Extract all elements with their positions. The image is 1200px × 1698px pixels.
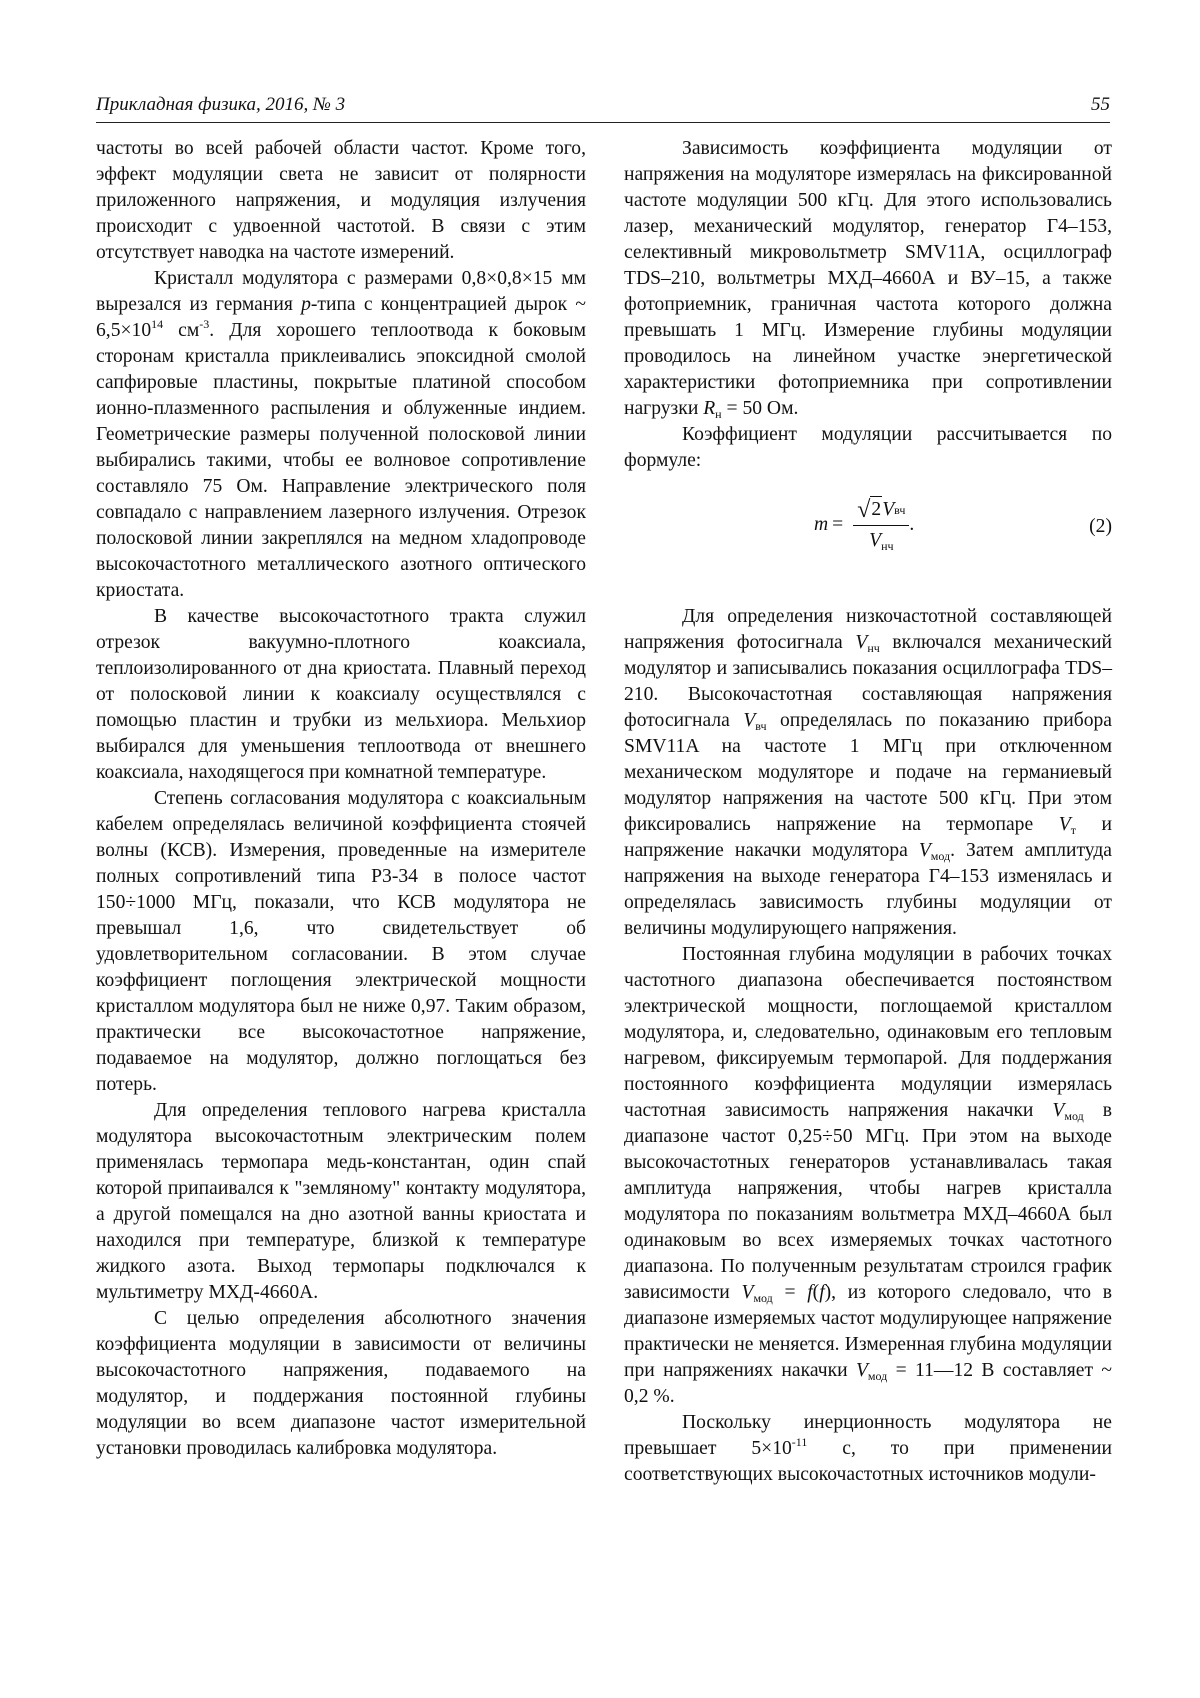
denominator: $V_{нч}$ [869, 530, 894, 553]
paragraph: Для определения теплового нагрева кристалла модулятора высокочастотным электрическим полем применялась термопара медь-константан, один спай которой припаивался к "земляному" контакту модулятора, а другой помещался на дно азотной ванны криостата и находился при температуре, близкой к температуре жидкого азота. Выход термопары подключался к мультиметру МХД-4660А. [96, 1100, 586, 1303]
formula: m = √ 2 V вч $V_{нч}$ . [814, 496, 915, 553]
numerator: √ 2 V вч [853, 496, 909, 526]
left-column [96, 136, 586, 1462]
paragraph: Степень согласования модулятора с коаксиальным кабелем определялась величиной коэффициента стоячей волны (КСВ). Измерения, проведенные на измерителе полных сопротивлений типа Р3-34 в полосе частот 150÷1000 МГц, показали, что КСВ модулятора не превышал 1,6, что свидетельствует об удовлетворительном согласовании. В этом случае коэффициент поглощения электрической мощности кристаллом модулятора был не ниже 0,97. Таким образом, практически все высокочастотное напряжение, подаваемое на модулятор, должно поглощаться без потерь. [96, 788, 586, 1095]
equation-2 [624, 486, 1112, 590]
paragraph: С целью определения абсолютного значения коэффициента модуляции в зависимости от величины высокочастотного напряжения, подаваемого на модулятор, и поддержания постоянной глубины модуляции во всем диапазоне частот измерительной установки проводилась калибровка модулятора. [96, 1308, 586, 1459]
equation-number: (2) [1089, 516, 1112, 537]
page-number: 55 [1091, 94, 1110, 115]
journal-title: Прикладная физика, 2016, № 3 [96, 94, 346, 115]
paragraph: Для определения низкочастотной составляющей напряжения фотосигнала $V_{нч}$ включался механический модулятор и записывались показания осциллографа TDS–210. Высокочастотная составляющая напряжения фотосигнала $V_{вч}$ определялась по показанию прибора SMV11A на частоте 1 МГц при отключенном механическом модуляторе и подаче на германиевый модулятор напряжения на частоте 500 кГц. При этом фиксировались напряжение на термопаре $V_т$ и напряжение накачки модулятора $V_{мод}$. Затем амплитуда напряжения на выходе генератора Г4–153 изменялась и определялась зависимость глубины модуляции от величины модулирующего напряжения. [624, 606, 1112, 939]
paragraph: частоты во всей рабочей области частот. Кроме того, эффект модуляции света не зависит от полярности приложенного напряжения, и модуляция излучения происходит с удвоенной частотой. В связи с этим отсутствует наводка на частоте измерений. [96, 138, 586, 263]
paragraph: Кристалл модулятора с размерами 0,8×0,8×15 мм вырезался из германия p-типа с концентрацией дырок ~ $6,5\times 10^{14}$ $см^{-3}$. Для хорошего теплоотвода к боковым сторонам кристалла приклеивались эпоксидной смолой сапфировые пластины, покрытые платиной способом ионно-плазменного распыления и облуженные индием. Геометрические размеры полученной полосковой линии выбирались такими, чтобы ее волновое сопротивление составляло 75 Ом. Направление электрического поля совпадало с направлением лазерного излучения. Отрезок полосковой линии закреплялся на медном хладопроводе высокочастотного металлического азотного оптического криостата. [96, 268, 586, 601]
paragraph: В качестве высокочастотного тракта служил отрезок вакуумно-плотного коаксиала, теплоизолированного от дна криостата. Плавный переход от полосковой линии к коаксиалу осуществлялся с помощью пластин и трубки из мельхиора. Мельхиор выбирался для уменьшения теплоотвода от внешнего коаксиала, находящегося при комнатной температуре. [96, 606, 586, 783]
paragraph: Поскольку инерционность модулятора не превышает $5\times 10^{-11}$ с, то при применении соответствующих высокочастотных источников модули- [624, 1412, 1112, 1485]
paragraph: Постоянная глубина модуляции в рабочих точках частотного диапазона обеспечивается постоянством электрической мощности, поглощаемой кристаллом модулятора, и, следовательно, одинаковым его тепловым нагревом, фиксируемым термопарой. Для поддержания постоянного коэффициента модуляции измерялась частотная зависимость напряжения накачки $V_{мод}$ в диапазоне частот 0,25÷50 МГц. При этом на выходе высокочастотных генераторов устанавливалась такая амплитуда напряжения, чтобы нагрев кристалла модулятора по показаниям вольтметра МХД–4660А был одинаковым во всех измеряемых точках частотного диапазона. По полученным результатам строился график зависимости $V_{мод} = f(f)$, из которого следовало, что в диапазоне измеряемых частот модулирующее напряжение практически не меняется. Измеренная глубина модуляции при напряжениях накачки $V_{мод}$ = 11—12 В составляет ~ 0,2 %. [624, 944, 1112, 1407]
sqrt-icon: √ [857, 496, 871, 523]
right-column [624, 136, 1112, 1488]
running-header [96, 88, 1110, 123]
paragraph: Зависимость коэффициента модуляции от напряжения на модуляторе измерялась на фиксированной частоте модуляции 500 кГц. Для этого использовались лазер, механический модулятор, генератор Г4–153, селективный микровольтметр SMV11A, осциллограф TDS–210, вольтметры МХД–4660А и ВУ–15, а также фотоприемник, граничная частота которого должна превышать 1 МГц. Измерение глубины модуляции проводилось на линейном участке энергетической характеристики фотоприемника при сопротивлении нагрузки $R_н = 50$ Ом. [624, 138, 1112, 421]
paragraph: Коэффициент модуляции рассчитывается по формуле: [624, 424, 1112, 471]
fraction [853, 496, 909, 554]
